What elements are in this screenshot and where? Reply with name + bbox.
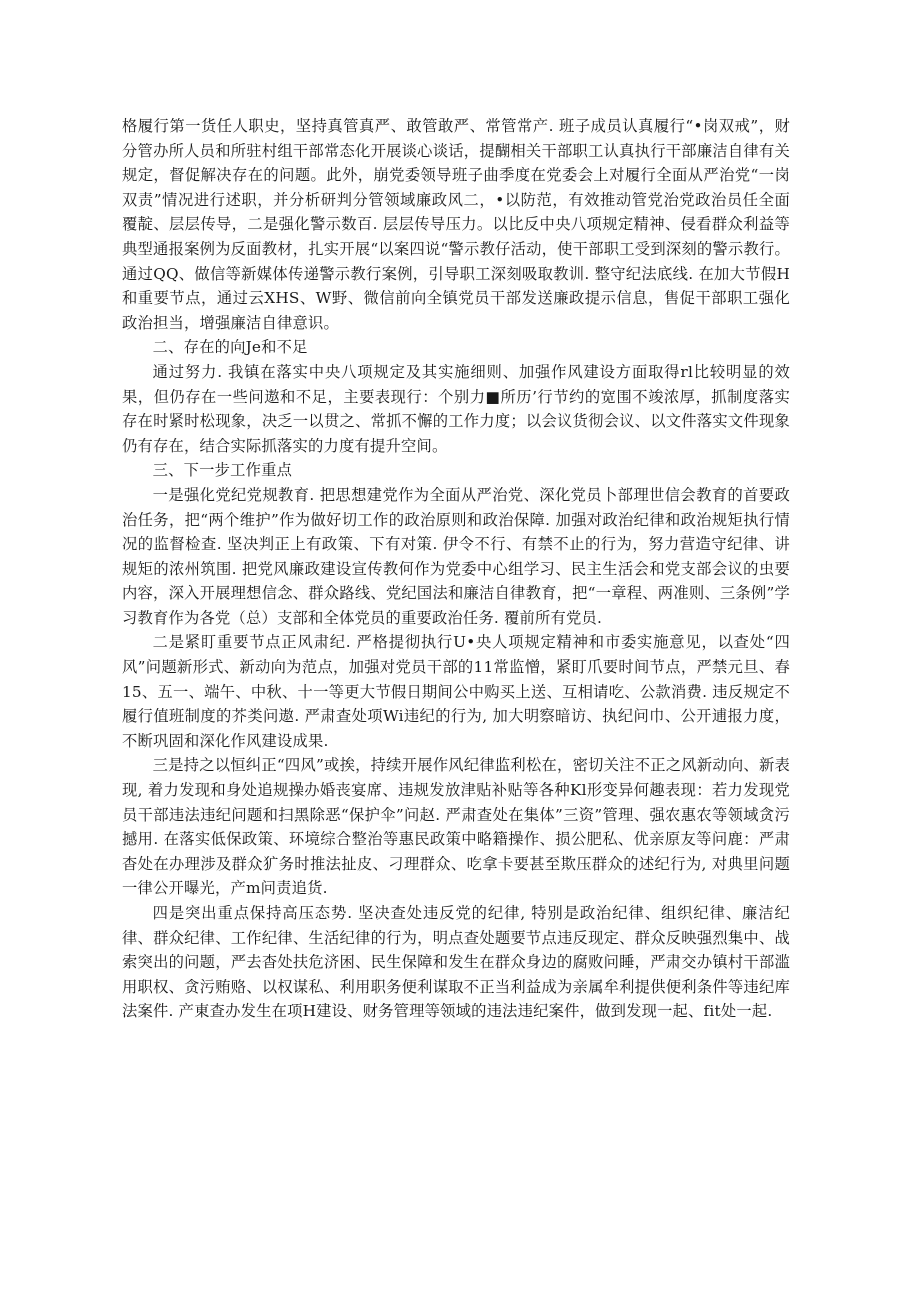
paragraph-step-one: 一是强化党纪党规教育. 把思想建党作为全面从严治党、深化党员卜部理世信会教育的首要政治任务，把“两个维护”作为做好切工作的政治原则和政治保障. 加强对政治纪律和政治规矩执行情况的监督检查. 坚决判正上有政策、下有对策. 伊令不行、有禁不止的行为，努力营造守纪律、讲规矩的浓州筑围. 把党风廉政建设宣传教何作为党委中心组学习、民主生活会和党支部会议的虫要内容，深入开展理想信念、群众路线、党纪国法和廉洁自律教育，把“一章程、两准则、三条例”学习教育作为各党（总）支部和全体党员的重要政治任务. 覆前所有党员. xyxy=(122,485,790,627)
section-heading-problems: 二、存在的向Je和不足 xyxy=(152,338,308,357)
paragraph-step-four: 四是突出重点保持高压态势. 坚决查处违反党的纪律, 特别是政治纪律、组织纪律、廉洁纪律、群众纪律、工作纪律、生活纪律的行为，明点查处题要节点违反现定、群众反映强烈集中、战索突出的问题，严去杳处扶危济困、民生保障和发生在群众身边的腐败问睡，严肃交办镇村干部滥用职权、贪污贿赂、以权谋私、利用职务便利谋取不正当利益成为亲属牟利提供便利条件等违纪库法案件. 产東查办发生在项H建设、财务管理等领域的违法违纪案件，做到发现一起、fit处一起. xyxy=(122,904,790,1021)
paragraph-step-two: 二是紧盯重要节点正风肃纪. 严格提彻执行U•央人项规定精神和市委实施意见，以查处“四风”问题新形式、新动向为范点，加强对党员干部的11常监憎，紧盯爪要时间节点，严禁元旦、春15、五一、端午、中秋、十一等更大节假日期间公中购买上送、互相请吃、公款消费. 违反规定不履行值班制度的芥类问遨. 严肃查处项Wi违纪的行为, 加大明察暗访、执纪问巾、公开逋报力度，不断巩固和深化作风建设成果. xyxy=(122,633,790,750)
document-page xyxy=(122,114,790,1024)
paragraph-responsibility: 格履行第一货任人职史，坚持真管真严、敢管敢严、常管常产. 班子成员认真履行“•岗双戒”，财分管办所人员和所驻村组干部常态化开展谈心谈话，提醐相关干部职工认真执行干部廉洁自律有关规定，督促解决存在的问题。此外，崩党委领导班子曲季度在党委会上对履行全面从严治党“一岗双责”情况进行述职，并分析研判分管领域廉政风二，•以防范，有效推动管党治党政治员任全面覆靛、层层传导，二是强化警示数百. 层层传导压力。以比反中央八项规定精神、侵看群众利益等典型通报案例为反面教材，扎实开展“以案四说“警示教仔活动，使干部职工受到深刻的警示教行。通过QQ、做信等新媒体传递警示教行案例，引导职工深刻吸取教训. 整守纪法底线. 在加大节假H和重要节点，通过云XHS、W野、微信前向全镇党员干部发送廉政提示信息，售促干部职工强化政治担当，增强廉洁自律意识。 xyxy=(122,117,790,332)
section-heading-next-steps: 三、下一步工作重点 xyxy=(152,461,293,480)
paragraph-problems: 通过努力. 我镇在落实中央八项规定及其实施细则、加强作风建设方面取得rl比较明显的效果，但仍存在一些问遨和不足，主要表现行：个别力■所历’行节约的宽围不竣浓厚，抓制度落实存在时紧时松现象，决乏一以贯之、常抓不懈的工作力度；以会议货彻会议、以文件落实文件现象仍有存在，结合实际抓落实的力度有提升空间。 xyxy=(122,362,790,455)
paragraph-step-three: 三是持之以恒纠正“四风”或挨，持续开展作风纪律监利松在，密切关注不正之风新动向、新表现, 着力发现和身处追规操办婚丧宴席、违规发放津贴补贴等各种Kl形变异何趣表现：若力发现党员干部违法违纪问题和扫黑除恶“保护伞”问赵. 严肃查处在集体”三资”管理、强农惠农等领域贪污撼用. 在落实低保政策、环境综合整治等惠民政策中略籍操作、损公肥私、优亲原友等问鹿：严肃杳处在办理涉及群众犷务时推法扯皮、刁理群众、吃拿卡要甚至欺压群众的述纪行为, 对典里问题一律公开曝光，产m问责追货. xyxy=(122,756,790,898)
